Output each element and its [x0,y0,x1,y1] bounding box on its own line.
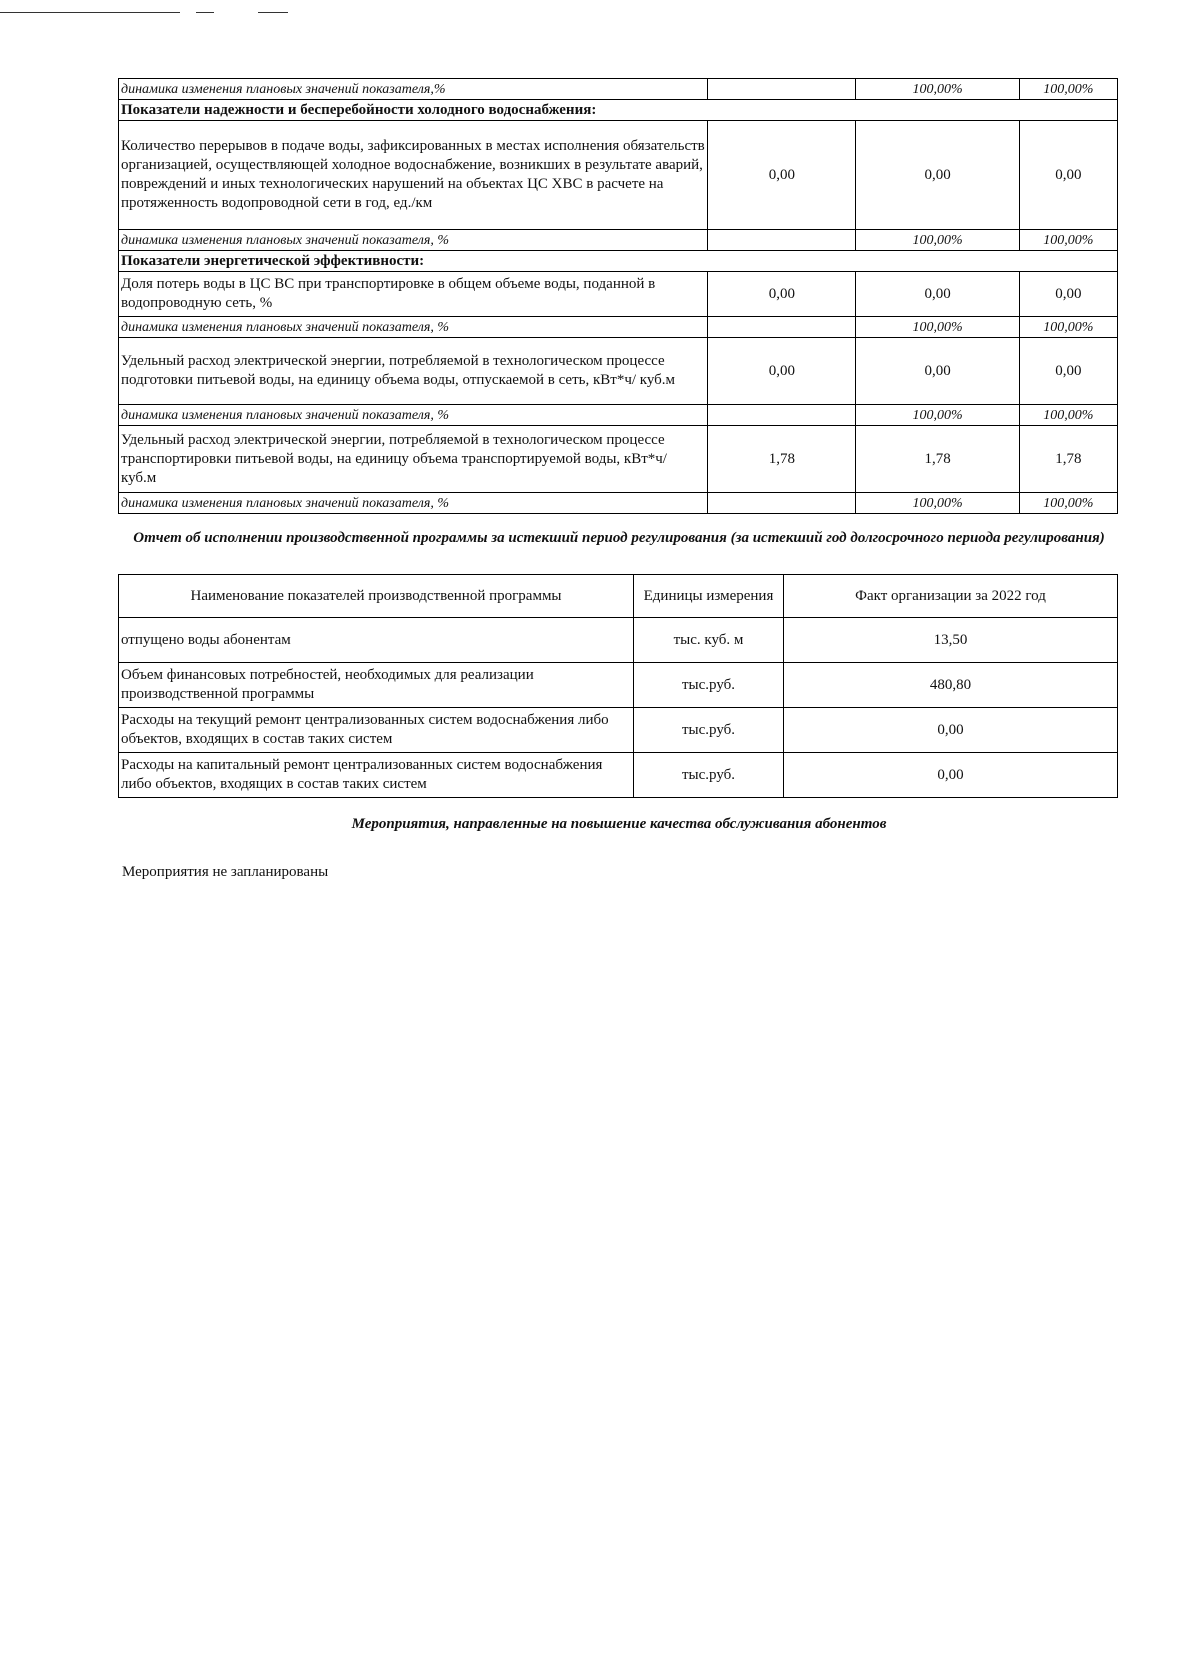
value-cell: 1,78 [1019,426,1117,493]
value-cell: 100,00% [856,493,1019,514]
indicator-label: динамика изменения плановых значений показателя,% [119,79,708,100]
value-cell: 0,00 [708,272,856,317]
value-cell: 0,00 [1019,338,1117,405]
indicator-name: Объем финансовых потребностей, необходимых для реализации производственной программы [119,663,634,708]
indicator-label: Удельный расход электрической энергии, потребляемой в технологическом процессе подготовки питьевой воды, на единицу объема воды, отпускаемой в сеть, кВт*ч/ куб.м [119,338,708,405]
value-cell [708,493,856,514]
header-fact: Факт организации за 2022 год [784,575,1118,618]
fact-cell: 0,00 [784,753,1118,798]
measures-note: Мероприятия не запланированы [122,864,329,880]
indicator-row [119,272,1118,317]
value-cell: 100,00% [856,405,1019,426]
value-cell: 100,00% [1019,79,1117,100]
value-cell [708,405,856,426]
section-header-row [119,100,1118,121]
header-indicator-name: Наименование показателей производственной программы [119,575,634,618]
indicator-label: динамика изменения плановых значений показателя, % [119,405,708,426]
value-cell: 100,00% [856,230,1019,251]
value-cell: 0,00 [708,338,856,405]
indicator-label: динамика изменения плановых значений показателя, % [119,230,708,251]
report-title: Отчет об исполнении производственной программы за истекший период регулирования (за истекший год долгосрочного периода регулирования) [133,530,1105,546]
unit-cell: тыс.руб. [634,663,784,708]
indicators-table [118,78,1118,514]
unit-cell: тыс.руб. [634,753,784,798]
dynamics-row [119,79,1118,100]
scan-artifact-line [0,12,180,13]
indicator-name: отпущено воды абонентам [119,618,634,663]
value-cell [708,79,856,100]
table-row [119,708,1118,753]
table-row [119,753,1118,798]
section-header-row [119,251,1118,272]
value-cell: 0,00 [856,121,1019,230]
value-cell: 0,00 [1019,121,1117,230]
dynamics-row [119,493,1118,514]
indicator-label: Доля потерь воды в ЦС ВС при транспортировке в общем объеме воды, поданной в водопроводную сеть, % [119,272,708,317]
indicator-row [119,426,1118,493]
section-title: Показатели энергетической эффективности: [119,251,1118,272]
scan-artifact-line [196,12,214,13]
value-cell: 100,00% [1019,230,1117,251]
value-cell: 100,00% [856,79,1019,100]
unit-cell: тыс. куб. м [634,618,784,663]
fact-cell: 0,00 [784,708,1118,753]
fact-cell: 480,80 [784,663,1118,708]
value-cell: 0,00 [1019,272,1117,317]
section-title: Показатели надежности и бесперебойности холодного водоснабжения: [119,100,1118,121]
dynamics-row [119,405,1118,426]
indicator-label: Количество перерывов в подаче воды, зафиксированных в местах исполнения обязательств организацией, осуществляющей холодное водоснабжение, возникших в результате аварий, повреждений и иных технологических нарушений на объектах ЦС ХВС в расчете на протяженность водопроводной сети в год, ед./км [119,121,708,230]
table-header-row [119,575,1118,618]
fact-cell: 13,50 [784,618,1118,663]
dynamics-row [119,230,1118,251]
indicator-label: динамика изменения плановых значений показателя, % [119,493,708,514]
indicator-label: Удельный расход электрической энергии, потребляемой в технологическом процессе транспортировки питьевой воды, на единицу объема транспортируемой воды, кВт*ч/ куб.м [119,426,708,493]
value-cell: 100,00% [1019,405,1117,426]
indicator-label: динамика изменения плановых значений показателя, % [119,317,708,338]
indicators-table-body [119,79,1118,514]
unit-cell: тыс.руб. [634,708,784,753]
indicator-row [119,338,1118,405]
value-cell [708,317,856,338]
value-cell: 0,00 [856,272,1019,317]
dynamics-row [119,317,1118,338]
value-cell: 1,78 [856,426,1019,493]
measures-title: Мероприятия, направленные на повышение качества обслуживания абонентов [351,816,887,832]
indicator-name: Расходы на капитальный ремонт централизованных систем водоснабжения либо объектов, входящих в состав таких систем [119,753,634,798]
value-cell: 0,00 [856,338,1019,405]
value-cell: 0,00 [708,121,856,230]
indicator-name: Расходы на текущий ремонт централизованных систем водоснабжения либо объектов, входящих в состав таких систем [119,708,634,753]
scan-artifact-line [258,12,288,13]
production-program-table [118,574,1118,798]
value-cell: 100,00% [856,317,1019,338]
value-cell: 100,00% [1019,493,1117,514]
value-cell [708,230,856,251]
value-cell: 100,00% [1019,317,1117,338]
header-units: Единицы измерения [634,575,784,618]
value-cell: 1,78 [708,426,856,493]
table-row [119,663,1118,708]
table-row [119,618,1118,663]
indicator-row [119,121,1118,230]
production-program-table-body [119,575,1118,798]
